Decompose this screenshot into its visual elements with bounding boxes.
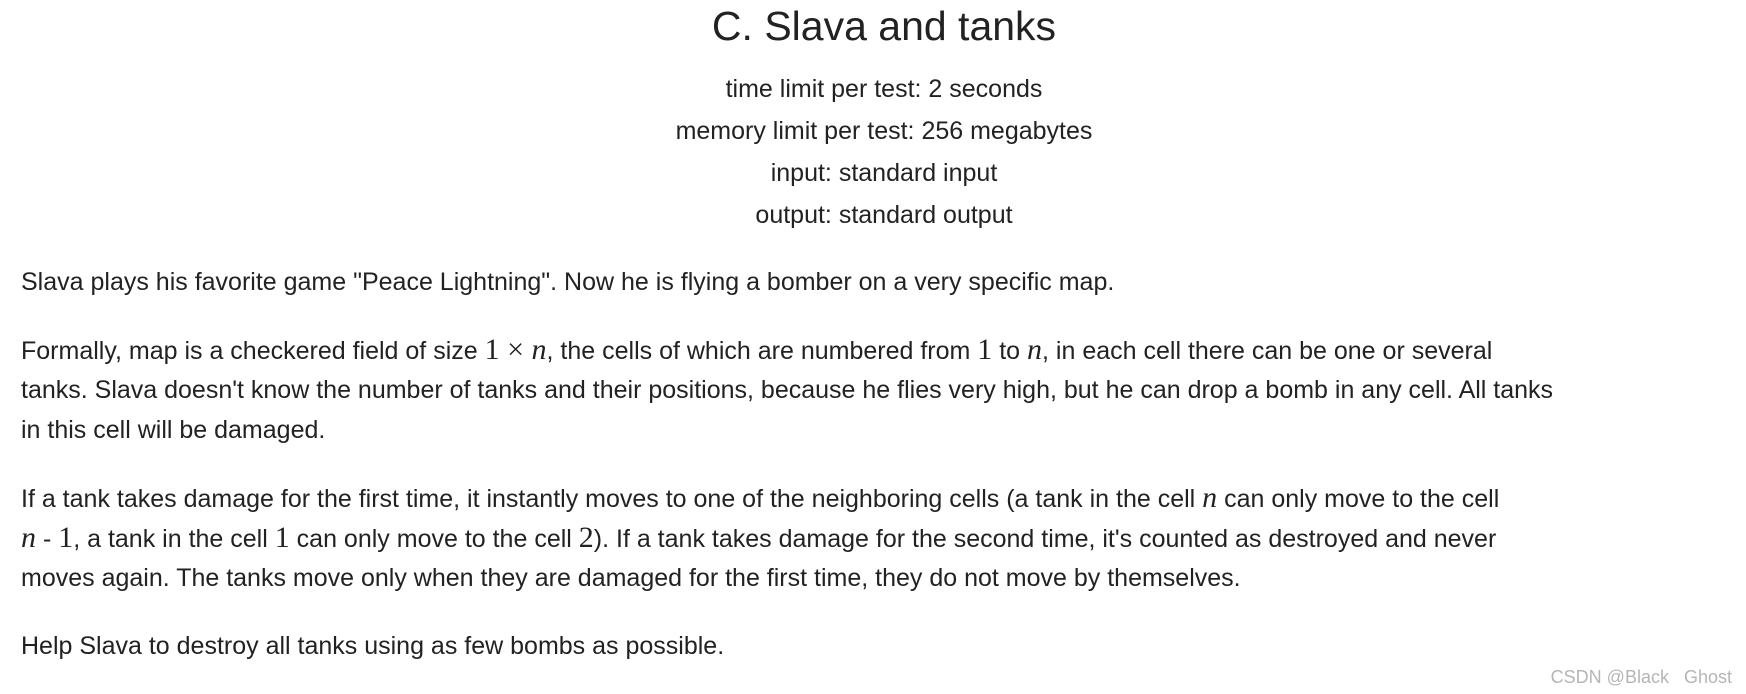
math-minus: - bbox=[36, 525, 59, 553]
math-one: 1 bbox=[977, 333, 993, 366]
problem-statement bbox=[21, 262, 1746, 694]
watermark: CSDN @Black Ghost bbox=[1550, 667, 1732, 687]
statement-text: can only move to the cell bbox=[1217, 485, 1500, 513]
statement-line: tanks. Slava doesn't know the number of tanks and their positions, because he flies very high, but he can drop a bomb in any cell. All tanks bbox=[21, 376, 1554, 404]
math-one: 1 bbox=[58, 521, 74, 554]
statement-text: Formally, map is a checkered field of size bbox=[21, 337, 485, 365]
statement-paragraph-1 bbox=[21, 262, 1746, 302]
statement-text: Help Slava to destroy all tanks using as few bombs as possible. bbox=[21, 632, 725, 660]
math-one: 1 bbox=[484, 333, 500, 366]
math-var-n: n bbox=[21, 521, 36, 554]
math-times: × bbox=[507, 333, 525, 366]
statement-line bbox=[21, 478, 1746, 518]
math-var-n: n bbox=[1202, 481, 1218, 514]
statement-text: to bbox=[992, 337, 1028, 365]
statement-text: ). If a tank takes damage for the second time, it's counted as destroyed and never bbox=[593, 525, 1497, 553]
math-var-n: n bbox=[531, 333, 547, 366]
statement-text: can only move to the cell bbox=[289, 525, 579, 553]
output-spec: output: standard output bbox=[755, 201, 1013, 229]
statement-text: If a tank takes damage for the first time, it instantly moves to one of the neighboring cells (a tank in the cell bbox=[21, 485, 1203, 513]
problem-limits bbox=[0, 68, 1746, 236]
math-one: 1 bbox=[274, 521, 290, 554]
problem-title: C. Slava and tanks bbox=[711, 3, 1057, 49]
problem-header bbox=[0, 0, 1746, 236]
statement-paragraph-4 bbox=[21, 626, 1746, 666]
time-limit: time limit per test: 2 seconds bbox=[725, 75, 1043, 103]
memory-limit: memory limit per test: 256 megabytes bbox=[675, 117, 1093, 145]
statement-paragraph-3 bbox=[21, 478, 1746, 598]
statement-line: in this cell will be damaged. bbox=[21, 416, 326, 444]
statement-text: , a tank in the cell bbox=[73, 525, 275, 553]
statement-paragraph-2 bbox=[21, 330, 1746, 450]
statement-line bbox=[21, 330, 1746, 370]
statement-text: , the cells of which are numbered from bbox=[546, 337, 978, 365]
statement-line bbox=[21, 518, 1746, 558]
statement-line: moves again. The tanks move only when they are damaged for the first time, they do not move by themselves. bbox=[21, 564, 1241, 592]
math-two: 2 bbox=[578, 521, 594, 554]
input-spec: input: standard input bbox=[770, 159, 998, 187]
math-var-n: n bbox=[1027, 333, 1043, 366]
statement-text: , in each cell there can be one or several bbox=[1042, 337, 1493, 365]
statement-text: Slava plays his favorite game "Peace Lightning". Now he is flying a bomber on a very specific map. bbox=[21, 268, 1115, 296]
